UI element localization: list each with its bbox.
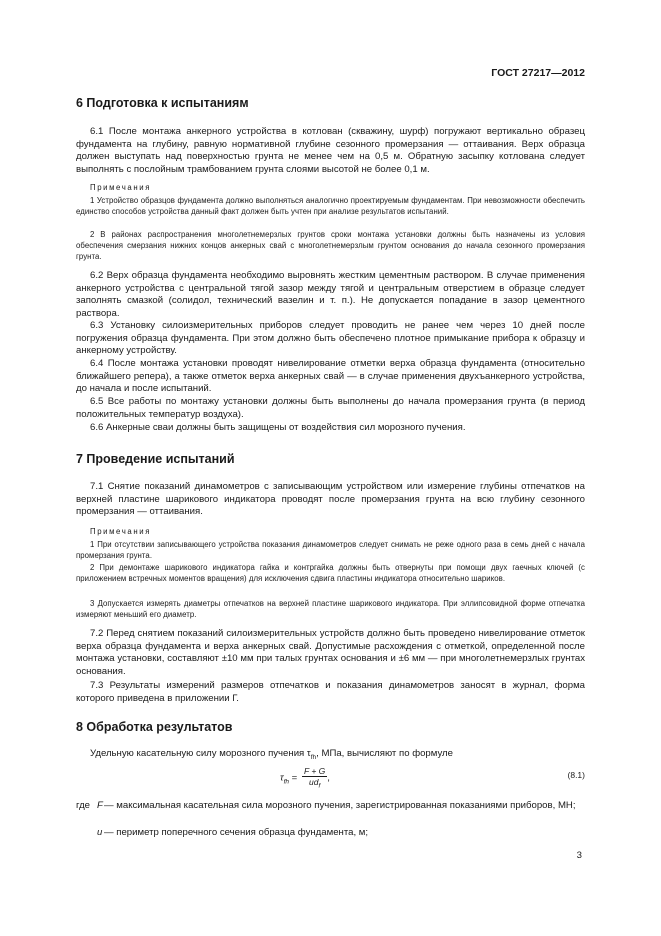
paragraph-7-2: 7.2 Перед снятием показаний силоизмерительных устройств должно быть проведено нивелирование отметок верха образца фундамента и верха анкерных свай. Допустимые расхождения с отметкой, определенной после монтажа установки, составляют ±10 мм при талых грунтах основания и ±6 мм — при многолетнемерзлых грунтах основания. [76,628,585,677]
definition-F-text: — максимальная касательная сила морозного пучения, зарегистрированная показаниями приборов, МН; [104,800,576,811]
notes-heading-6: Примечания [90,183,152,192]
intro-text-a: Удельную касательную силу морозного пучения τ [90,748,311,759]
paragraph-6-5: 6.5 Все работы по монтажу установки должны быть выполнены до начала промерзания грунта (в период положительных температур воздуха). [76,396,585,420]
symbol-u: u [97,827,103,838]
formula-lhs-subscript: fh [283,778,290,786]
paragraph-7-1: 7.1 Снятие показаний динамометров с записывающим устройством или измерение глубины отпечатков на верхней пластине шарикового индикатора проводят после промерзания грунта на всю глубину сезонного промерзания — оттаивания. [76,481,585,517]
equation-number: (8.1) [567,770,585,780]
note-6-1: 1 Устройство образцов фундамента должно выполняться аналогично проектируемым фундаментам. При невозможности обеспечить единство способов устройства данный факт должен быть учтен при анализе результатов испытаний. [76,196,585,216]
intro-subscript: fh [310,753,317,761]
fraction-numerator: F + G [303,766,326,776]
paragraph-6-2: 6.2 Верх образца фундамента необходимо выровнять жестким цементным раствором. В случае применения анкерного устройства с центральной тягой зазор между тягой и центральным отверстием в образце следует заполнять смазкой (солидол, технический вазелин и т. п.). Не допускается попадание в зазор цементного раствора. [76,270,585,319]
paragraph-7-3: 7.3 Результаты измерений размеров отпечатков и показания динамометров заносят в журнал, форма которого приведена в приложении Г. [76,680,585,704]
formula-lhs: τ [280,772,284,784]
section-8-title: 8 Обработка результатов [76,720,233,734]
formula-intro [90,748,585,764]
standard-number: ГОСТ 27217—2012 [491,67,585,79]
formula-equals: = [289,772,300,784]
formula-fraction [302,766,327,790]
note-7-3: 3 Допускается измерять диаметры отпечатков на верхней пластине шарикового индикатора. При эллипсовидной форме отпечатка измеряют меньший его диаметр. [76,599,585,619]
formula-8-1 [280,766,330,790]
note-6-2: 2 В районах распространения многолетнемерзлых грунтов сроки монтажа установки должны быть назначены из условия обеспечения смерзания нижних концов анкерных свай с многолетнемерзлым грунтом основания до начала сезонного промерзания грунта. [76,230,585,261]
intro-text-b: , МПа, вычисляют по формуле [316,748,453,759]
note-7-2: 2 При демонтаже шарикового индикатора гайка и контргайка должны быть отвернуты при помощи двух гаечных ключей (с приложением встречных моментов вращения) для исключения сдвига пластины индикатора относительно шариков. [76,563,585,583]
symbol-F: F [97,800,103,811]
paragraph-6-1: 6.1 После монтажа анкерного устройства в котлован (скважину, шурф) погружают вертикально образец фундамента на глубину, равную нормативной глубине сезонного промерзания — оттаивания. Верх образца должен выступать над поверхностью грунта не менее чем на 0,5 м. Обратную засыпку котлована следует выполнять с послойным трамбованием грунта слоями высотой не более 0,1 м. [76,126,585,175]
formula-end: , [327,772,330,784]
notes-heading-7: Примечания [90,527,152,536]
paragraph-6-6: 6.6 Анкерные сваи должны быть защищены от воздействия сил морозного пучения. [90,422,466,433]
fraction-denominator [302,777,327,790]
paragraph-6-3: 6.3 Установку силоизмерительных приборов следует проводить не ранее чем через 10 дней после погружения образца фундамента. При этом должно быть обеспечено плотное примыкание прибора к образцу и анкерному устройству. [76,320,585,356]
definition-F [104,800,585,813]
note-7-1: 1 При отсутствии записывающего устройства показания динамометров следует снимать не реже одного раза в семь дней с начала промерзания грунта. [76,540,585,560]
denominator-subscript: f [318,782,321,790]
paragraph-6-4: 6.4 После монтажа установки проводят нивелирование отметки верха образца фундамента (относительно ближайшего репера), а также отметок верха анкерных свай — в случае применения двухъанкерного устройства, до начала и после испытаний. [76,358,585,394]
page-number: 3 [576,850,582,861]
section-7-title: 7 Проведение испытаний [76,452,235,466]
definition-u: — периметр поперечного сечения образца фундамента, м; [104,827,369,838]
denominator-text: ud [308,777,319,787]
section-6-title: 6 Подготовка к испытаниям [76,96,249,110]
where-label: где [76,800,91,811]
